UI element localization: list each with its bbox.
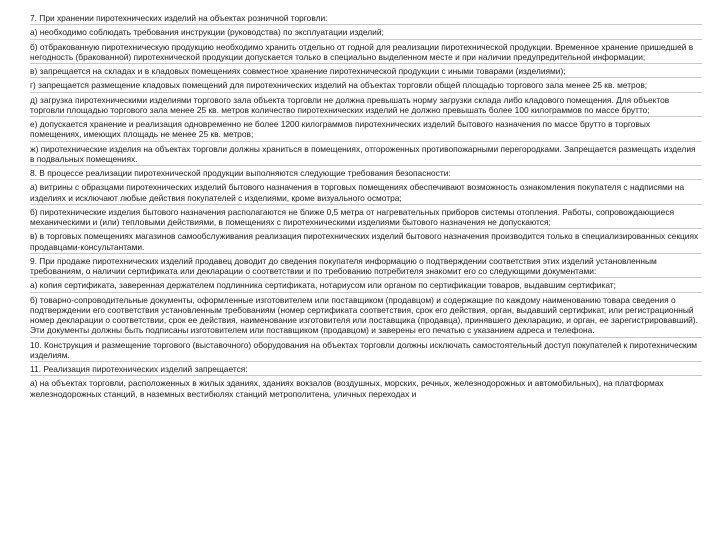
separator (30, 253, 702, 254)
paragraph-7v: в) запрещается на складах и в кладовых помещениях совместное хранение пиротехнической продукции с иными товарами (изделиями); (30, 66, 566, 76)
separator (30, 63, 702, 64)
separator (30, 165, 702, 166)
separator (30, 24, 702, 25)
paragraph-9: 9. При продаже пиротехнических изделий продавец доводит до сведения покупателя информацию о подтверждении соответствия этих изделий установленным требованиям, о наличии сертификата или декларации о соответствии и по требованию потребителя знакомит его со следующими документами: (30, 255, 657, 276)
paragraph-7: 7. При хранении пиротехнических изделий на объектах розничной торговли: (30, 13, 328, 23)
paragraph-10: 10. Конструкция и размещение торгового (выставочного) оборудования на объектах торговли должны исключать самостоятельный доступ покупателей к пиротехническим изделиям. (30, 339, 698, 360)
separator (30, 204, 702, 205)
document-body (30, 13, 702, 399)
paragraph-8b: б) пиротехнические изделия бытового назначения располагаются не ближе 0,5 метра от нагревательных приборов системы отопления. Работы, сопровождающиеся механическими и (или) тепловыми действиями, в помещениях с пиротехническими изделиями бытового назначения не допускаются; (30, 206, 675, 227)
separator (30, 116, 702, 117)
separator (30, 92, 702, 93)
separator (30, 375, 702, 376)
paragraph-8a: а) витрины с образцами пиротехнических изделий бытового назначения в торговых помещениях обеспечивают возможность ознакомления покупателя с надписями на изделиях и исключают любые действия покупателей с изделиями, кроме визуального осмотра; (30, 182, 685, 203)
paragraph-9b: б) товарно-сопроводительные документы, оформленные изготовителем или поставщиком (продавцом) и содержащие по каждому наименованию товара сведения о подтверждении его соответствия установленным требованиям (номер сертификата соответствия, срок его действия, орган, выдавший сертификат, или регистрационный номер декларации о соответствии, срок ее действия, наименование изготовителя или поставщика (продавца), принявшего декларацию, и орган, ее зарегистрировавший). Эти документы должны быть подписаны изготовителем или поставщиком (продавцом) и заверены его печатью с указанием адреса и телефона. (30, 294, 698, 336)
paragraph-9a: а) копия сертификата, заверенная держателем подлинника сертификата, нотариусом или органом по сертификации товаров, выдавшим сертификат; (30, 280, 616, 291)
paragraph-7a: а) необходимо соблюдать требования инструкции (руководства) по эксплуатации изделий; (30, 27, 384, 38)
separator (30, 39, 702, 40)
separator (30, 77, 702, 78)
paragraph-7b: б) отбракованную пиротехническую продукцию необходимо хранить отдельно от годной для реализации пиротехнической продукции. Временное хранение пришедшей в негодность (бракованной) пиротехнической продукции допускается только в специально выделенном месте и при наличии предупредительной информации; (30, 41, 694, 62)
paragraph-7d: д) загрузка пиротехническими изделиями торгового зала объекта торговли не должна превышать норму загрузки склада либо кладового помещения. Для объектов торговли площадью торгового зала менее 25 кв. метров количество пиротехнических изделий не должно превышать более 100 килограммов по массе брутто; (30, 94, 670, 115)
paragraph-7g: г) запрещается размещение кладовых помещений для пиротехнических изделий на объектах торговли общей площадью торгового зала менее 25 кв. метров; (30, 80, 648, 91)
paragraph-7e: е) допускается хранение и реализация одновременно не более 1200 килограммов пиротехнических изделий бытового назначения по массе брутто в торговых помещениях, имеющих площадь не менее 25 кв. метров; (30, 119, 651, 140)
separator (30, 141, 702, 142)
paragraph-8: 8. В процессе реализации пиротехнической продукции выполняются следующие требования безопасности: (30, 168, 451, 178)
separator (30, 361, 702, 362)
separator (30, 292, 702, 293)
paragraph-7zh: ж) пиротехнические изделия на объектах торговли должны храниться в помещениях, отгороженных противопожарными перегородками. Запрещается размещать изделия в подвальных помещениях. (30, 143, 696, 164)
separator (30, 337, 702, 338)
paragraph-8v: в) в торговых помещениях магазинов самообслуживания реализация пиротехнических изделий бытового назначения производится только в специализированных секциях продавцами-консультантами. (30, 231, 699, 252)
paragraph-11a: а) на объектах торговли, расположенных в жилых зданиях, зданиях вокзалов (воздушных, морских, речных, железнодорожных и автомобильных), на платформах железнодорожных станций, в наземных вестибюлях станций метрополитена, уличных переходах и (30, 378, 664, 399)
separator (30, 179, 702, 180)
separator (30, 277, 702, 278)
paragraph-11: 11. Реализация пиротехнических изделий запрещается: (30, 364, 248, 374)
separator (30, 228, 702, 229)
